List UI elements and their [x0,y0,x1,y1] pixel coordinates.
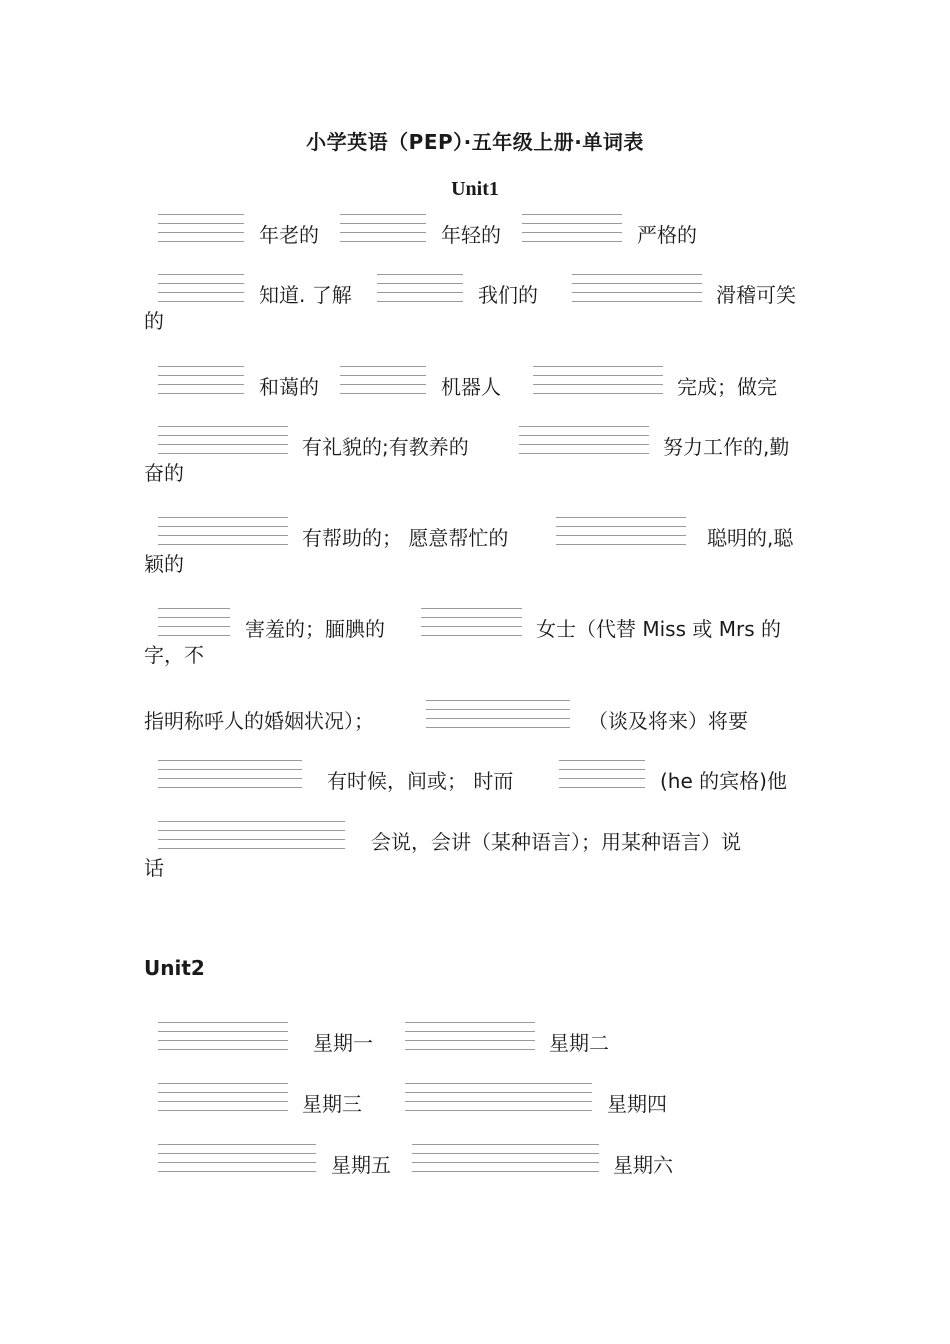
answer-blank[interactable] [519,422,649,456]
answer-blank[interactable] [405,1079,592,1113]
definition-text: 会说，会讲（某种语言）；用某种语言）说 [371,830,741,854]
definition-text: 我们的 [478,283,538,307]
definition-text: 努力工作的,勤 [663,435,790,459]
answer-blank[interactable] [158,756,302,790]
definition-text: 星期四 [607,1092,667,1116]
definition-text: 星期一 [313,1031,373,1055]
definition-text: 的 [144,309,164,333]
answer-blank[interactable] [572,270,702,304]
answer-blank[interactable] [158,513,288,547]
definition-text: 有时候，间或； 时而 [327,769,514,793]
definition-text: 机器人 [441,375,501,399]
answer-blank[interactable] [559,756,645,790]
answer-blank[interactable] [158,422,288,456]
definition-text: 和蔼的 [259,375,319,399]
answer-blank[interactable] [412,1140,599,1174]
answer-blank[interactable] [426,696,570,730]
definition-text: 知道. 了解 [259,283,352,307]
definition-text: 星期三 [302,1092,362,1116]
answer-blank[interactable] [158,1079,288,1113]
answer-blank[interactable] [377,270,463,304]
definition-text: 女士（代替 Miss 或 Mrs 的 [536,617,781,641]
answer-blank[interactable] [421,604,522,638]
unit2-heading: Unit2 [144,956,205,980]
definition-text: 年老的 [259,223,319,247]
definition-text: 完成；做完 [677,375,777,399]
answer-blank[interactable] [340,210,426,244]
definition-text: 星期六 [613,1153,673,1177]
answer-blank[interactable] [158,270,244,304]
answer-blank[interactable] [158,210,244,244]
definition-text: 星期五 [331,1153,391,1177]
unit1-heading: Unit1 [451,178,499,200]
definition-text: 年轻的 [441,223,501,247]
answer-blank[interactable] [522,210,622,244]
definition-text: 奋的 [144,461,184,485]
definition-text: 有礼貌的;有教养的 [302,435,469,459]
answer-blank[interactable] [533,362,663,396]
definition-text: 颖的 [144,552,184,576]
answer-blank[interactable] [158,1018,288,1052]
definition-text: 星期二 [549,1031,609,1055]
definition-text: 话 [144,856,164,880]
definition-text: 聪明的,聪 [707,526,794,550]
definition-text: 字，不 [144,643,204,667]
definition-text: 害羞的；腼腆的 [245,617,385,641]
answer-blank[interactable] [158,1140,316,1174]
answer-blank[interactable] [158,604,230,638]
definition-text: 指明称呼人的婚姻状况）； [144,709,374,733]
answer-blank[interactable] [556,513,686,547]
definition-text: 严格的 [637,223,697,247]
answer-blank[interactable] [340,362,426,396]
answer-blank[interactable] [405,1018,535,1052]
definition-text: 滑稽可笑 [716,283,796,307]
definition-text: (he 的宾格)他 [660,769,787,793]
answer-blank[interactable] [158,817,345,851]
answer-blank[interactable] [158,362,244,396]
page-title: 小学英语（PEP）·五年级上册·单词表 [306,130,644,154]
definition-text: 有帮助的； 愿意帮忙的 [302,526,509,550]
definition-text: （谈及将来）将要 [588,709,748,733]
